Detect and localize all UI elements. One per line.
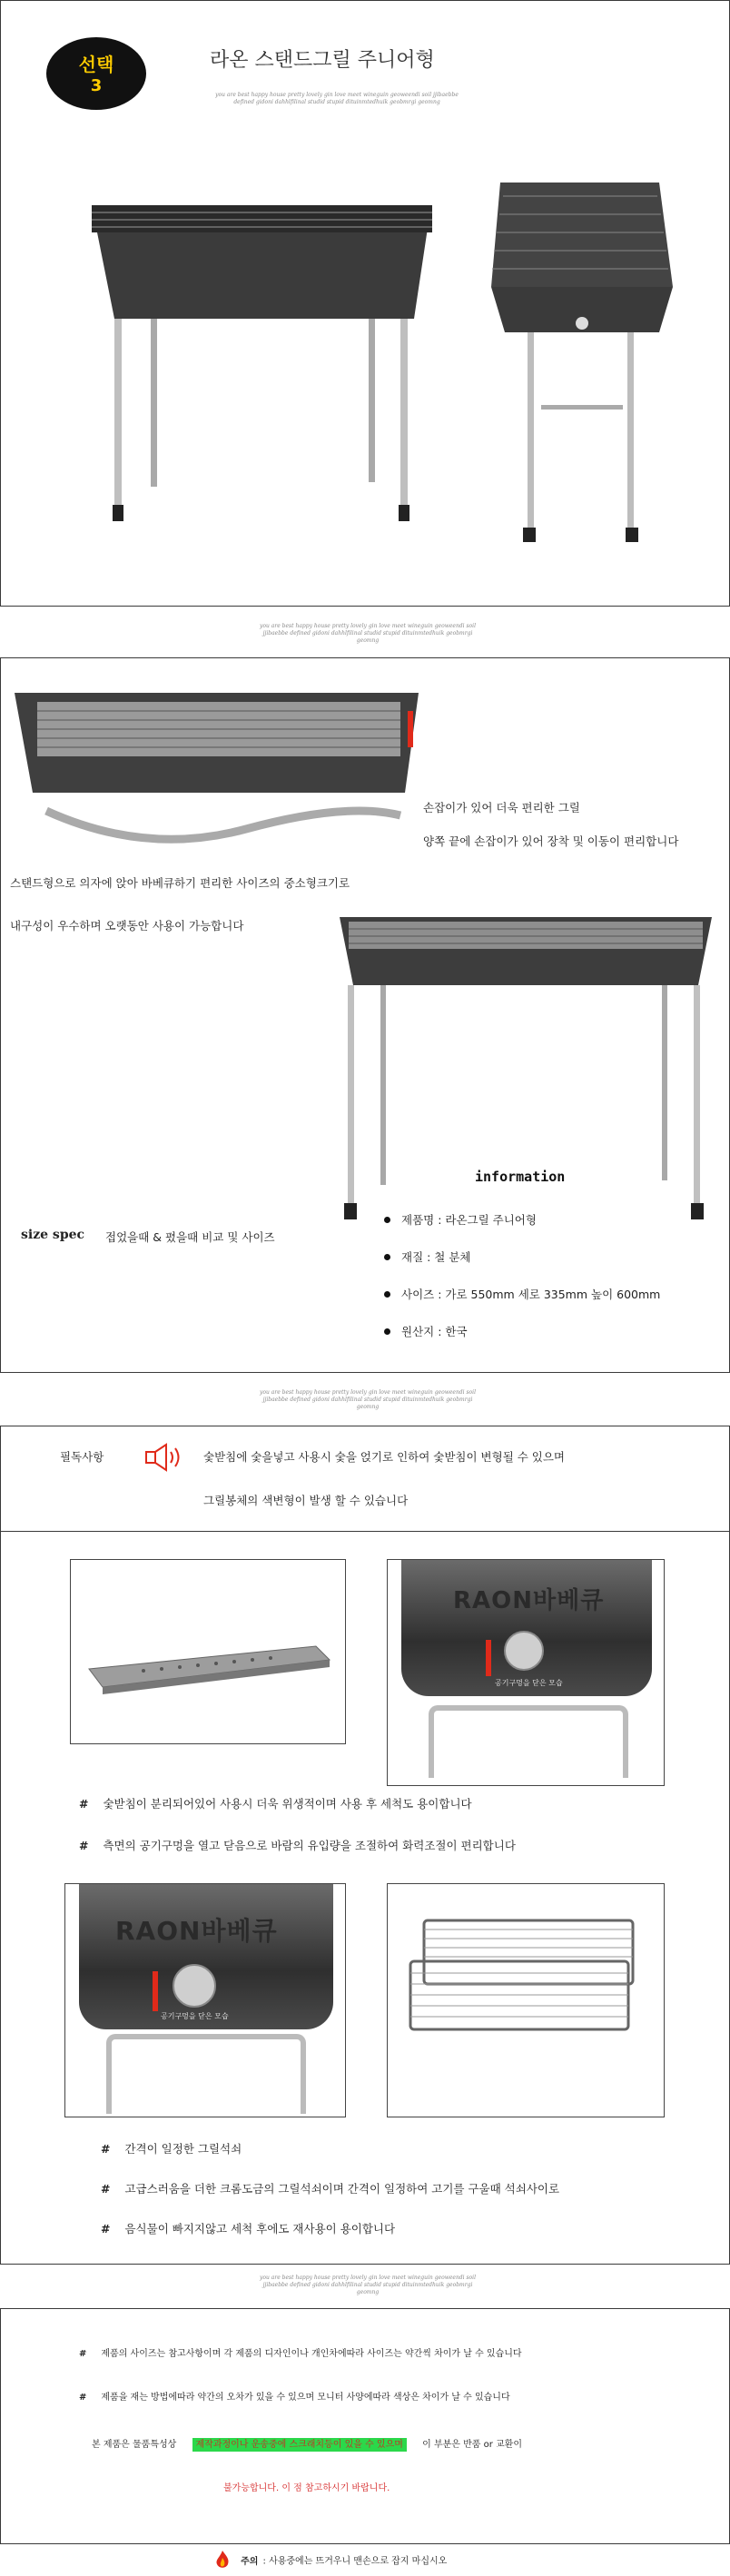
size-spec-desc: 접었을때 & 폈을때 비교 및 사이즈 <box>105 1230 275 1244</box>
hash-icon: # <box>79 2393 87 2403</box>
intro-panel <box>0 0 730 607</box>
grill-grate-photo <box>388 1884 664 2117</box>
feature-line-handle: 손잡이가 있어 더욱 편리한 그릴 <box>423 801 580 814</box>
spec-origin: 원산지 : 한국 <box>401 1325 468 1338</box>
footer-note-text: 제품의 사이즈는 참고사항이며 각 제품의 디자인이나 개인차에따라 사이즈는 약간씩 차이가 날 수 있습니다 <box>101 2349 522 2359</box>
arrow-indicator-icon <box>153 1971 158 2011</box>
divider-small-text-1: you are best happy house pretty lovely gin love meet wineguin geoweendi soil jjibaebbe defined gidoni dahhlfilinal studid stupid dituinmtedhuik geobmrgi geomng <box>259 623 477 644</box>
spec-item <box>384 1285 660 1322</box>
hash-icon: # <box>79 2349 87 2359</box>
notice-line-1: 숯받침에 숯을넣고 사용시 숯을 얹기로 인하여 숯받침이 변형될 수 있으며 <box>203 1450 566 1464</box>
bullet-icon <box>384 1217 390 1223</box>
detail-text: 고급스러움을 더한 크롬도금의 그릴석쇠이며 간격이 일정하여 고기를 구울때 석쇠사이로 <box>124 2182 560 2196</box>
caution-label: 주의 <box>241 2556 259 2567</box>
detail-text: 간격이 일정한 그릴석쇠 <box>124 2142 242 2156</box>
vent-closed-photo <box>79 1884 333 2029</box>
header-small-text: you are best happy house pretty lovely gin love meet wineguin geoweendi soil jjibaebbe defined gidoni dahhlfilinal studid stupid dituinmtedhuik geobmrgi geomng <box>215 92 459 105</box>
hash-icon: # <box>101 2222 111 2235</box>
vent-caption: 공기구멍을 닫은 모습 <box>161 2012 229 2020</box>
bullet-icon <box>384 1291 390 1298</box>
ash-tray-photo <box>71 1560 345 1743</box>
detail-text: 숯받침이 분리되어있어 사용시 더욱 위생적이며 사용 후 세척도 용이합니다 <box>103 1797 472 1811</box>
vent-closed-photo-frame <box>64 1883 346 2117</box>
divider-small-text-2: you are best happy house pretty lovely gin love meet wineguin geoweendi soil jjibaebbe defined gidoni dahhlfilinal studid stupid dituinmtedhuik geobmrgi geomng <box>259 1389 477 1410</box>
detail-point <box>101 2220 559 2260</box>
hash-icon: # <box>101 2142 111 2156</box>
feature-line-stand: 스탠드형으로 의자에 앉아 바베큐하기 편리한 사이즈의 중소형크기로 <box>10 876 350 890</box>
grill-open-photo <box>10 675 423 865</box>
grill-front-photo <box>487 178 677 555</box>
arrow-indicator-icon <box>486 1640 491 1676</box>
side-vent-photo-frame <box>387 1559 665 1786</box>
spec-size: 사이즈 : 가로 550mm 세로 335mm 높이 600mm <box>401 1288 661 1301</box>
vent-dial-icon <box>504 1631 544 1671</box>
bullet-icon <box>384 1254 390 1260</box>
product-title: 라온 스탠드그릴 주니어형 <box>210 49 435 72</box>
spec-name: 제품명 : 라온그릴 주니어형 <box>401 1213 537 1227</box>
footer-note-1 <box>79 2345 522 2359</box>
footer-note-2 <box>79 2389 510 2403</box>
info-title: information <box>475 1169 566 1185</box>
detail-point <box>79 1837 516 1879</box>
stand-legs <box>106 2034 306 2114</box>
grill-grate-photo-frame <box>387 1883 665 2117</box>
divider-small-text-3: you are best happy house pretty lovely gin love meet wineguin geoweendi soil jjibaebbe defined gidoni dahhlfilinal studid stupid dituinmtedhuik geobmrgi geomng <box>259 2275 477 2295</box>
caution-text: : 사용중에는 뜨거우니 맨손으로 잡지 마십시오 <box>262 2556 448 2567</box>
detail-points-b <box>101 2140 559 2260</box>
footer-notice-line <box>92 2436 522 2450</box>
option-badge-label: 선택 <box>78 54 114 75</box>
spec-item <box>384 1210 660 1248</box>
notice-panel <box>0 1426 730 1533</box>
detail-text: 측면의 공기구멍을 열고 닫음으로 바람의 유입량을 조절하여 화력조절이 편리합니다 <box>103 1839 516 1852</box>
details-panel <box>0 1531 730 2265</box>
size-spec-label: size spec <box>21 1228 85 1242</box>
bullet-icon <box>384 1328 390 1335</box>
spec-item <box>384 1322 660 1359</box>
detail-point <box>101 2180 559 2220</box>
vent-caption: 공기구멍을 닫은 모습 <box>495 1679 563 1687</box>
feature-line-durable: 내구성이 우수하며 오랫동안 사용이 가능합니다 <box>10 919 244 933</box>
footer-line3-end: 이 부분은 반품 or 교환이 <box>422 2440 522 2450</box>
footer-line3-start: 본 제품은 물품특성상 <box>92 2440 177 2450</box>
feature-line-handles-both: 양쪽 끝에 손잡이가 있어 장착 및 이동이 편리합니다 <box>423 834 679 848</box>
vent-dial-icon <box>173 1964 216 2008</box>
side-vent-photo <box>401 1560 652 1696</box>
flame-icon <box>214 2550 231 2570</box>
notice-line-2: 그릴봉체의 색변형이 발생 할 수 있습니다 <box>203 1494 409 1507</box>
spec-item <box>384 1248 660 1285</box>
notice-label: 필독사항 <box>60 1450 104 1464</box>
grill-side-photo <box>87 187 437 546</box>
footer-panel <box>0 2308 730 2544</box>
caution-bar <box>214 2550 447 2570</box>
footer-note-text: 제품을 재는 방법에따라 약간의 오차가 있을 수 있으며 모니터 사양에따라 색상은 차이가 날 수 있습니다 <box>101 2393 510 2403</box>
stand-legs <box>429 1705 628 1778</box>
detail-points-a <box>79 1795 516 1879</box>
speaker-icon <box>144 1443 186 1472</box>
option-badge <box>46 37 146 110</box>
detail-text: 음식물이 빠지지않고 세척 후에도 재사용이 용이합니다 <box>124 2222 396 2235</box>
footer-line-4: 불가능합니다. 이 점 참고하시기 바랍니다. <box>223 2483 390 2493</box>
brand-logo: RAON바베큐 <box>115 1916 278 1946</box>
hash-icon: # <box>79 1797 89 1811</box>
hash-icon: # <box>101 2182 111 2196</box>
detail-point <box>101 2140 559 2180</box>
footer-highlight: 제작과정이나 운송중에 스크래치등이 있을 수 있으며 <box>192 2438 407 2452</box>
ash-tray-photo-frame <box>70 1559 346 1744</box>
spec-material: 재질 : 철 분체 <box>401 1250 471 1264</box>
detail-point <box>79 1795 516 1837</box>
brand-logo: RAON바베큐 <box>453 1587 605 1614</box>
option-badge-number: 3 <box>90 76 103 95</box>
features-panel <box>0 657 730 1373</box>
hash-icon: # <box>79 1839 89 1852</box>
spec-list <box>384 1210 660 1359</box>
